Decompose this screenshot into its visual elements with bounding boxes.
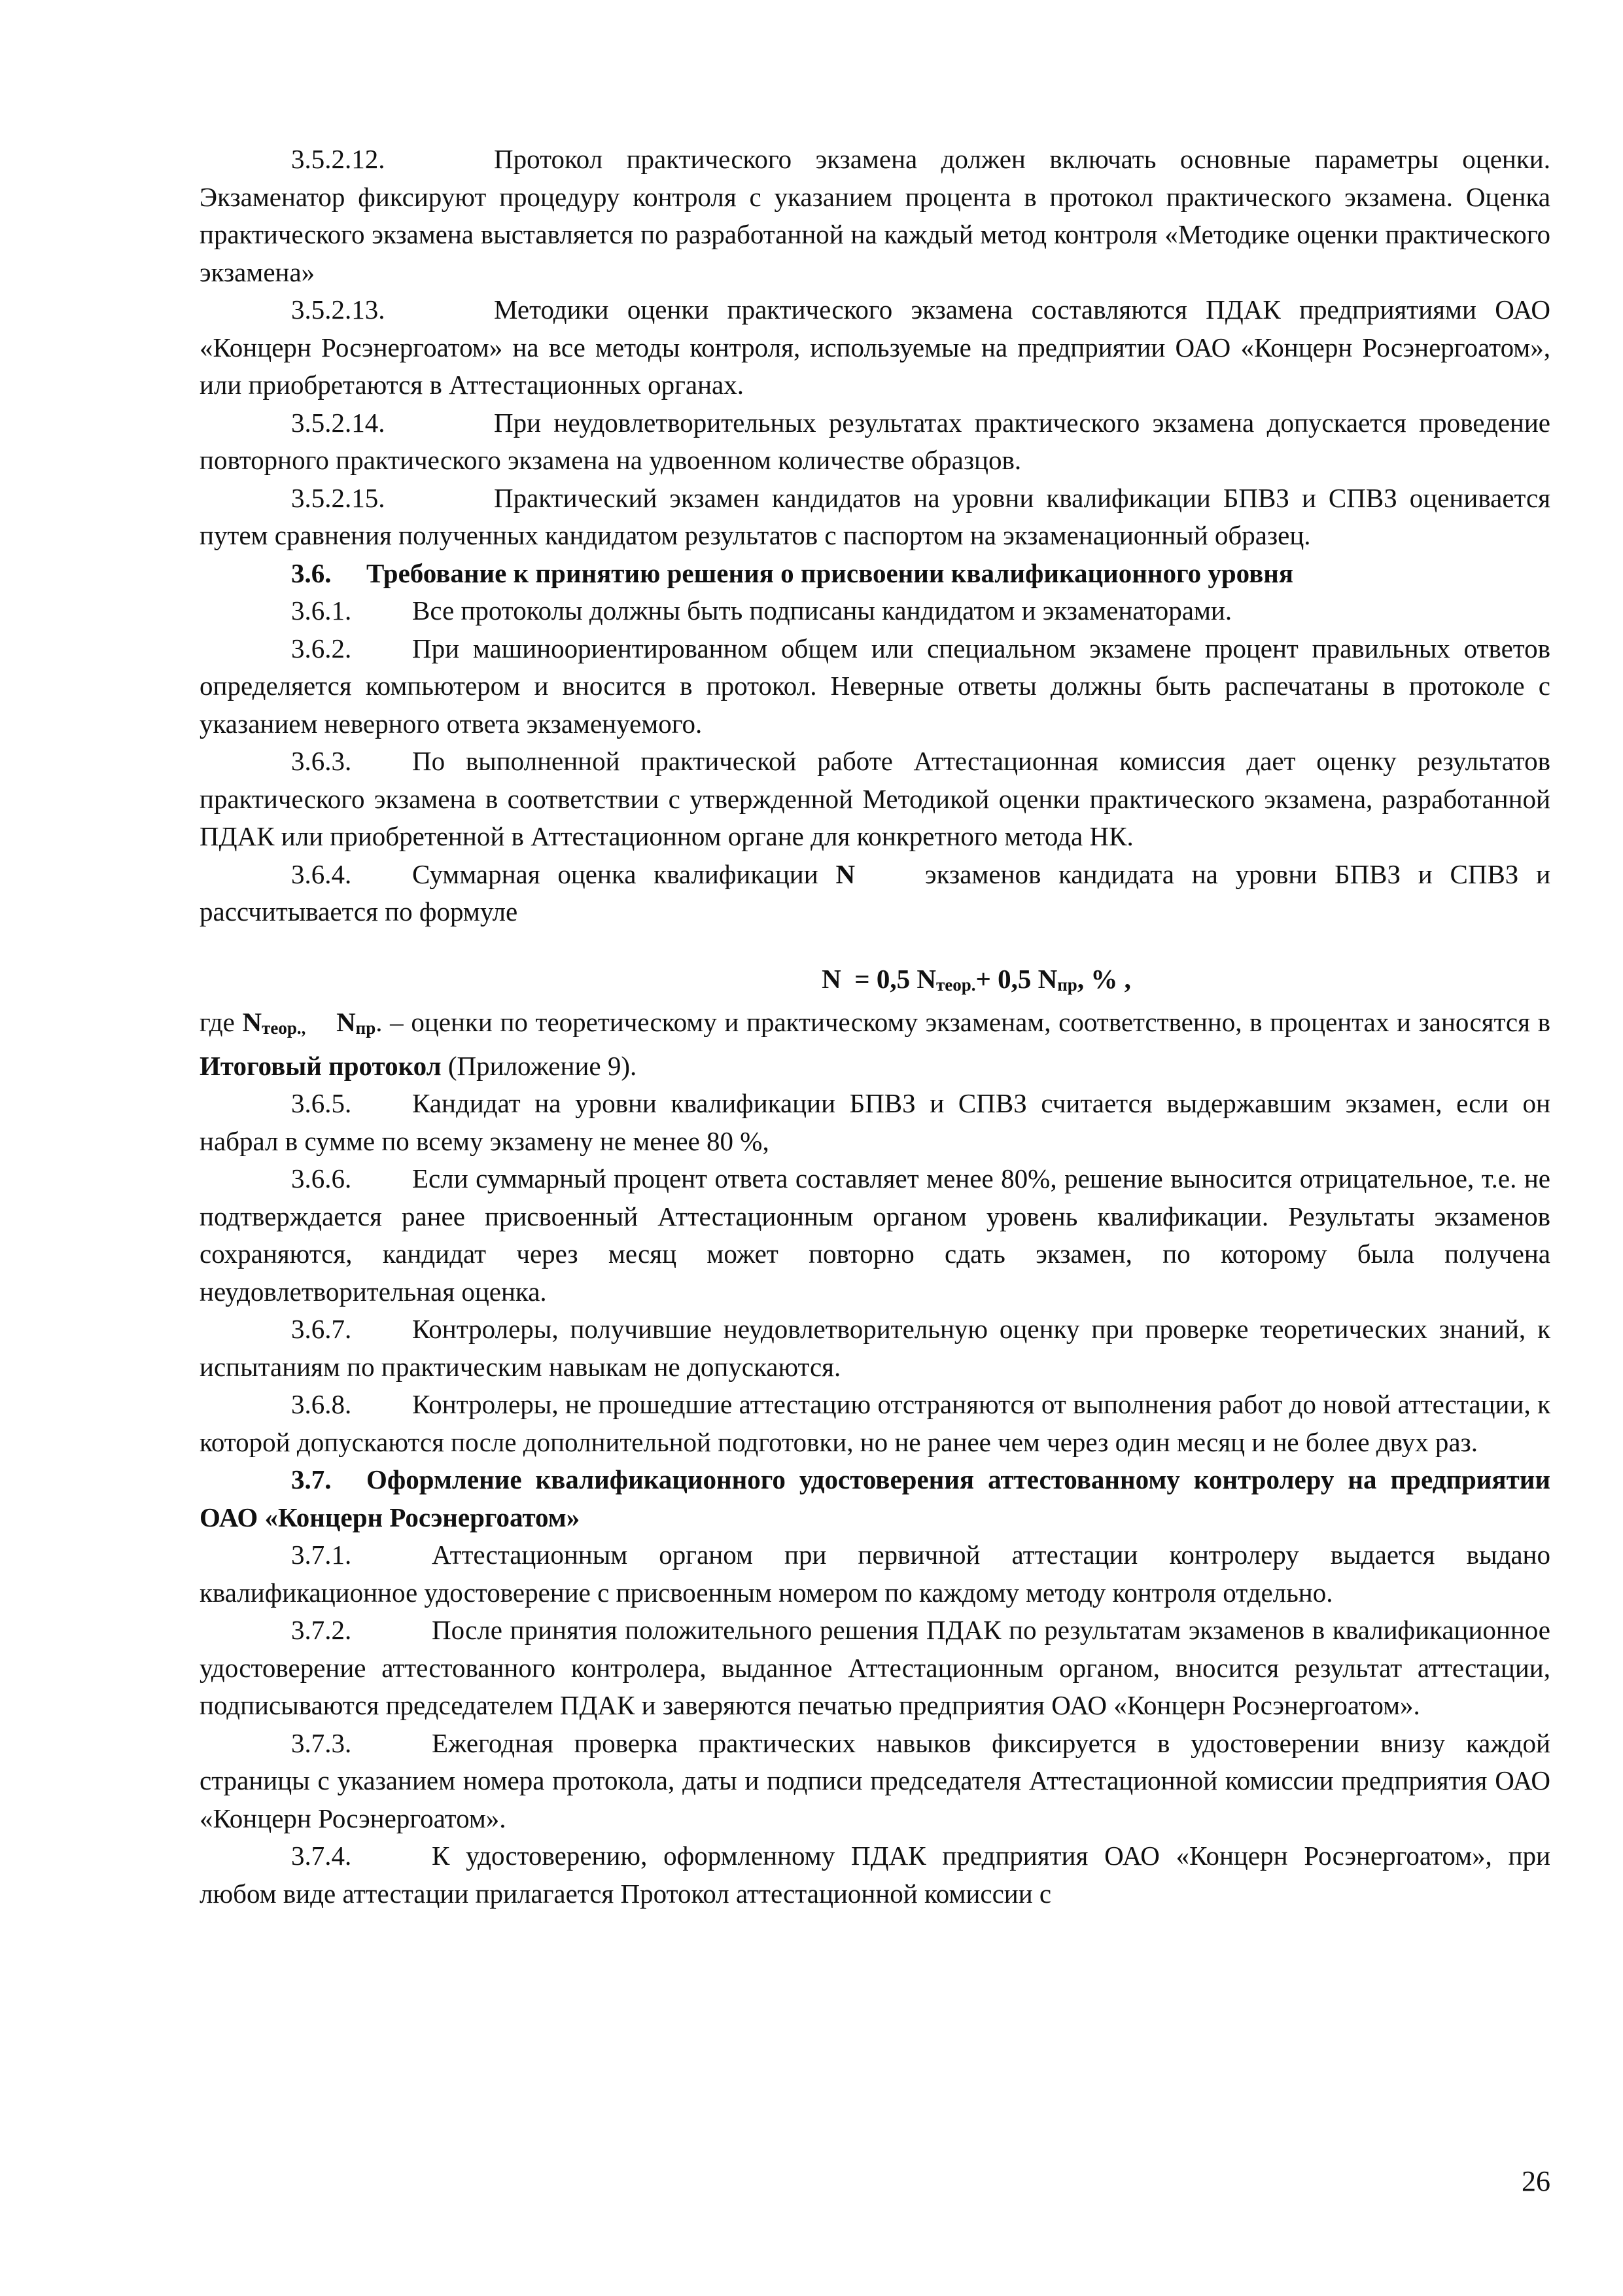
paragraph-3-7-3 xyxy=(200,1725,1550,1838)
paragraph-number: 3.6.5. xyxy=(291,1088,352,1118)
paragraph-text: Контролеры, не прошедшие аттестацию отстраняются от выполнения работ до новой аттестации, к которой допускаются после дополнительной подготовки, но не ранее чем через один месяц и не более двух раз. xyxy=(200,1389,1550,1457)
paragraph-text: После принятия положительного решения ПДАК по результатам экзаменов в квалификационное удостоверение аттестованного контролера, выданное Аттестационным органом, вносится результат аттестации, подписываются председателем ПДАК и заверяются печатью предприятия ОАО «Концерн Росэнергоатом». xyxy=(200,1615,1550,1720)
formula-variable-n: N xyxy=(835,858,856,889)
legend-where: где xyxy=(200,1007,235,1037)
legend-sub-1: теор., xyxy=(262,1018,306,1038)
page-number: 26 xyxy=(1522,2165,1550,2197)
formula-term-2: + 0,5 N xyxy=(975,963,1058,994)
paragraph-3-5-2-15 xyxy=(200,480,1550,555)
paragraph-number: 3.6.8. xyxy=(291,1389,352,1419)
paragraph-number: 3.7.3. xyxy=(291,1727,352,1758)
paragraph-text: Контролеры, получившие неудовлетворительную оценку при проверке теоретических знаний, к испытаниям по практическим навыкам не допускаются. xyxy=(200,1314,1550,1382)
section-heading-3-7 xyxy=(200,1461,1550,1536)
paragraph-text: Ежегодная проверка практических навыков фиксируется в удостоверении внизу каждой страницы с указанием номера протокола, даты и подписи председателя Аттестационной комиссии предприятия ОАО «Концерн Росэнергоатом». xyxy=(200,1727,1550,1833)
paragraph-3-6-1 xyxy=(200,592,1550,630)
paragraph-number: 3.7.2. xyxy=(291,1615,352,1645)
paragraph-number: 3.5.2.15. xyxy=(291,482,385,513)
paragraph-text: Аттестационным органом при первичной аттестации контролеру выдается выдано квалификационное удостоверение с присвоенным номером по каждому методу контроля отдельно. xyxy=(200,1540,1550,1608)
legend-var-2: N xyxy=(336,1007,356,1037)
paragraph-3-6-5 xyxy=(200,1085,1550,1160)
paragraph-3-6-2 xyxy=(200,630,1550,743)
formula xyxy=(200,961,1550,1004)
legend-tail: (Приложение 9). xyxy=(447,1050,637,1081)
paragraph-number: 3.6.1. xyxy=(291,595,352,626)
paragraph-text: Методики оценки практического экзамена составляются ПДАК предприятиями ОАО «Концерн Росэнергоатом» на все методы контроля, используемые на предприятии ОАО «Концерн Росэнергоатом», или приобретаются в Аттестационных органах. xyxy=(200,294,1550,400)
paragraph-text: При неудовлетворительных результатах практического экзамена допускается проведение повторного практического экзамена на удвоенном количестве образцов. xyxy=(200,407,1550,475)
section-title: Требование к принятию решения о присвоении квалификационного уровня xyxy=(366,557,1294,588)
paragraph-text: Протокол практического экзамена должен включать основные параметры оценки. Экзаменатор фиксируют процедуру контроля с указанием процента в протокол практического экзамена. Оценка практического экзамена выставляется по разработанной на каждый метод контроля «Методике оценки практического экзамена» xyxy=(200,144,1550,287)
formula-sub-1: теор. xyxy=(936,974,976,995)
legend-text: . – оценки по теоретическому и практическому экзаменам, соответственно, в процентах и заносятся в xyxy=(375,1007,1551,1037)
document-page xyxy=(200,141,1550,1913)
paragraph-3-7-4 xyxy=(200,1837,1550,1913)
legend-bold-protocol: Итоговый протокол xyxy=(200,1050,442,1081)
section-number: 3.6. xyxy=(291,557,332,588)
paragraph-number: 3.5.2.12. xyxy=(291,144,385,174)
paragraph-3-6-3 xyxy=(200,743,1550,856)
paragraph-number: 3.6.6. xyxy=(291,1163,352,1193)
paragraph-text: К удостоверению, оформленному ПДАК предприятия ОАО «Концерн Росэнергоатом», при любом виде аттестации прилагается Протокол аттестационной комиссии с xyxy=(200,1841,1550,1909)
section-title: Оформление квалификационного удостоверения аттестованному контролеру на предприятии ОАО «Концерн Росэнергоатом» xyxy=(200,1464,1550,1532)
paragraph-3-5-2-14 xyxy=(200,404,1550,480)
paragraph-number: 3.6.3. xyxy=(291,746,352,776)
paragraph-3-5-2-13 xyxy=(200,291,1550,404)
paragraph-text: Если суммарный процент ответа составляет менее 80%, решение выносится отрицательное, т.е. не подтверждается ранее присвоенный Аттестационным органом уровень квалификации. Результаты экзаменов сохраняются, кандидат через месяц может повторно сдать экзамен, по которому была получена неудовлетворительная оценка. xyxy=(200,1163,1550,1307)
paragraph-3-6-8 xyxy=(200,1386,1550,1461)
paragraph-text: По выполненной практической работе Аттестационная комиссия дает оценку результатов практического экзамена в соответствии с утвержденной Методикой оценки практического экзамена, разработанной ПДАК или приобретенной в Аттестационном органе для конкретного метода НК. xyxy=(200,746,1550,851)
paragraph-3-5-2-12 xyxy=(200,141,1550,291)
paragraph-3-6-6 xyxy=(200,1160,1550,1311)
paragraph-number: 3.6.2. xyxy=(291,633,352,663)
paragraph-number: 3.7.1. xyxy=(291,1540,352,1570)
formula-lhs: N xyxy=(822,963,841,994)
paragraph-text-continued: экзаменов кандидата на уровни БПВЗ и СПВЗ и рассчитывается по формуле xyxy=(200,858,1551,927)
paragraph-text: Кандидат на уровни квалификации БПВЗ и СПВЗ считается выдержавшим экзамен, если он набрал в сумме по всему экзамену не менее 80 %, xyxy=(200,1088,1550,1156)
paragraph-text: Практический экзамен кандидатов на уровни квалификации БПВЗ и СПВЗ оценивается путем сравнения полученных кандидатом результатов с паспортом на экзаменационный образец. xyxy=(200,482,1550,550)
paragraph-number: 3.6.7. xyxy=(291,1314,352,1344)
paragraph-number: 3.5.2.14. xyxy=(291,407,385,438)
paragraph-3-6-7 xyxy=(200,1311,1550,1386)
paragraph-text: Все протоколы должны быть подписаны кандидатом и экзаменаторами. xyxy=(412,595,1232,626)
formula-term-1: = 0,5 N xyxy=(854,963,936,994)
paragraph-number: 3.5.2.13. xyxy=(291,294,385,325)
section-number: 3.7. xyxy=(291,1464,332,1494)
legend-var-1: N xyxy=(242,1007,262,1037)
paragraph-3-7-1 xyxy=(200,1536,1550,1612)
paragraph-text: Суммарная оценка квалификации xyxy=(412,858,818,889)
paragraph-number: 3.7.4. xyxy=(291,1841,352,1871)
section-heading-3-6 xyxy=(200,555,1550,593)
paragraph-3-7-2 xyxy=(200,1612,1550,1725)
paragraph-text: При машиноориентированном общем или специальном экзамене процент правильных ответов определяется компьютером и вносится в протокол. Неверные ответы должны быть распечатаны в протоколе с указанием неверного ответа экзаменуемого. xyxy=(200,633,1550,739)
formula-sub-2: пр xyxy=(1057,974,1077,995)
formula-tail: , % , xyxy=(1077,963,1131,994)
paragraph-number: 3.6.4. xyxy=(291,858,352,889)
legend-sub-2: пр xyxy=(355,1018,376,1038)
paragraph-3-6-4 xyxy=(200,856,1550,931)
formula-legend xyxy=(200,1004,1550,1085)
